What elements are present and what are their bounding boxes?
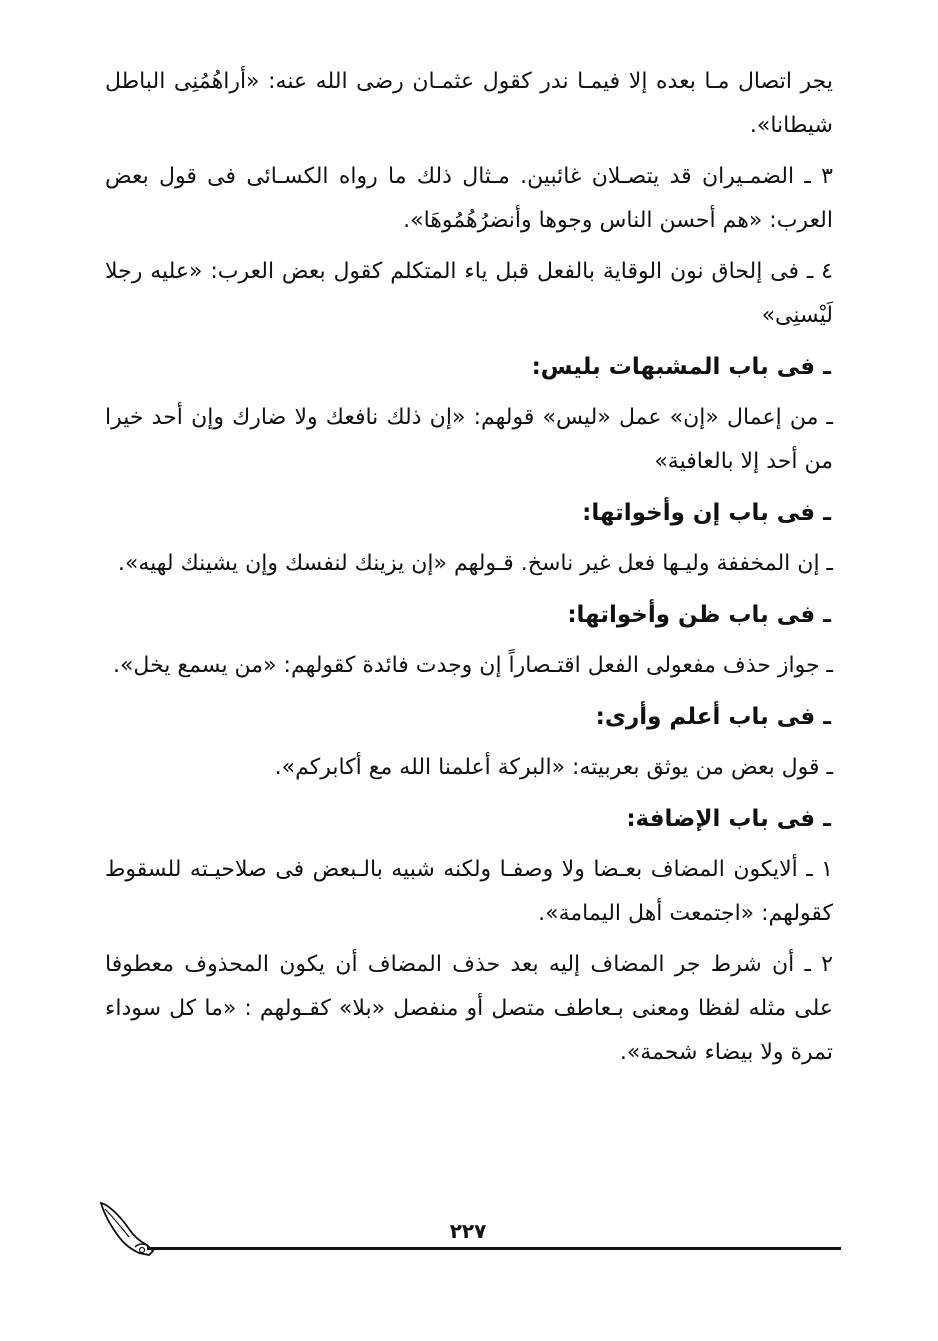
section-heading-inna: ـ فى باب إن وأخواتها: [582, 500, 831, 526]
section-heading-mushabbahat: ـ فى باب المشبهات بليس: [531, 354, 831, 380]
section-heading-idafa: ـ فى باب الإضافة: [626, 806, 831, 832]
paragraph-2: ٣ ـ الضمـيران قد يتصـلان غائبين. مـثال ذلك ما رواه الكسـائى فى قول بعض العرب: «هم أحسن الناس وجوها وأنضرُهُمُوهَا». [105, 164, 833, 233]
paragraph-5: ـ إن المخففة وليـها فعل غير ناسخ. قـولهم «إن يزينك لنفسك وإن يشينك لهيه». [117, 551, 833, 576]
paragraph-6: ـ جواز حذف مفعولى الفعل اقتـصاراً إن وجدت فائدة كقولهم: «من يسمع يخل». [112, 653, 833, 678]
footer-rule [147, 1247, 841, 1250]
paragraph-4: ـ من إعمال «إن» عمل «ليس» قولهم: «إن ذلك نافعك ولا ضارك وإن أحد خيرا من أحد إلا بالعافية» [105, 405, 833, 474]
page-body [105, 60, 833, 1082]
page-footer [95, 1195, 841, 1265]
section-heading-alama: ـ فى باب أعلم وأرى: [595, 704, 831, 730]
page-number: ٢٢٧ [449, 1219, 487, 1243]
paragraph-3: ٤ ـ فى إلحاق نون الوقاية بالفعل قبل ياء المتكلم كقول بعض العرب: «عليه رجلا لَيْسنِى» [105, 259, 833, 328]
paragraph-1: يجر اتصال مـا بعده إلا فيمـا ندر كقول عثمـان رضى الله عنه: «أراهُمُنِى الباطل شيطانا». [105, 69, 833, 138]
paragraph-7: ـ قول بعض من يوثق بعربيته: «البركة أعلمنا الله مع أكابركم». [274, 755, 833, 780]
paragraph-9: ٢ ـ أن شرط جر المضاف إليه بعد حذف المضاف أن يكون المحذوف معطوفا على مثله لفظا ومعنى بـعاطف متصل أو منفصل «بلا» كقـولهم : «ما كل سوداء تمرة ولا بيضاء شحمة». [105, 952, 833, 1065]
paragraph-8: ١ ـ ألايكون المضاف بعـضا ولا وصفـا ولكنه شبيه بالـبعض فى صلاحيـته للسقوط كقولهم: «اجتمعت أهل اليمامة». [105, 857, 833, 926]
section-heading-zanna: ـ فى باب ظن وأخواتها: [567, 602, 831, 628]
